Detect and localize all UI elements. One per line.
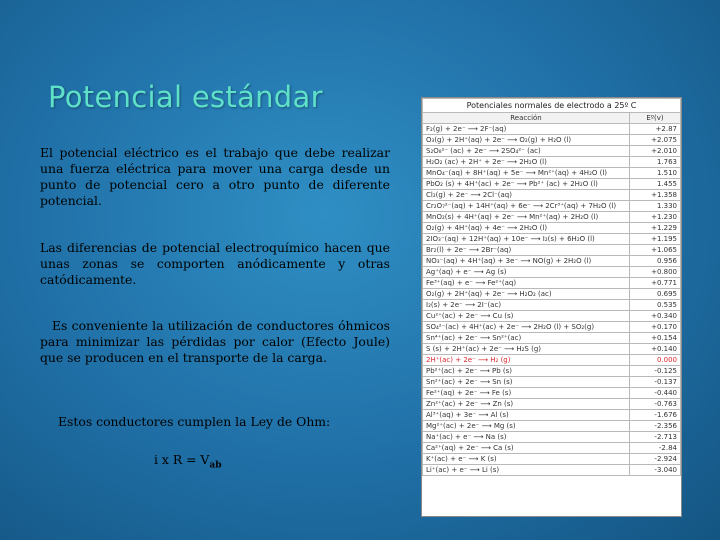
potential-cell: -3.040	[630, 465, 681, 476]
potential-cell: 0.000	[630, 355, 681, 366]
reaction-cell: Br₂(l) + 2e⁻ ⟶ 2Br⁻(aq)	[423, 245, 630, 256]
table-row	[423, 399, 681, 410]
potential-cell: +1.065	[630, 245, 681, 256]
reaction-cell: Cr₂O₇²⁻(aq) + 14H⁺(aq) + 6e⁻ ⟶ 2Cr³⁺(aq) + 7H₂O (l)	[423, 201, 630, 212]
table-row	[423, 377, 681, 388]
reaction-cell: NO₃⁻(aq) + 4H⁺(aq) + 3e⁻ ⟶ NO(g) + 2H₂O (l)	[423, 256, 630, 267]
reaction-cell: MnO₂(s) + 4H⁺(aq) + 2e⁻ ⟶ Mn²⁺(aq) + 2H₂O (l)	[423, 212, 630, 223]
table-row	[423, 465, 681, 476]
potentials-table	[422, 98, 681, 476]
reaction-cell: Cl₂(g) + 2e⁻ ⟶ 2Cl⁻(aq)	[423, 190, 630, 201]
reaction-cell: S₂O₈²⁻ (ac) + 2e⁻ ⟶ 2SO₄²⁻ (ac)	[423, 146, 630, 157]
reaction-cell: S (s) + 2H⁺(ac) + 2e⁻ ⟶ H₂S (g)	[423, 344, 630, 355]
potential-cell: +0.800	[630, 267, 681, 278]
table-row	[423, 157, 681, 168]
potential-cell: -2.713	[630, 432, 681, 443]
slide-title: Potencial estándar	[48, 80, 323, 114]
table-row	[423, 223, 681, 234]
potential-cell: +0.340	[630, 311, 681, 322]
reaction-cell: O₂(g) + 2H⁺(aq) + 2e⁻ ⟶ H₂O₂ (ac)	[423, 289, 630, 300]
reaction-cell: Mg²⁺(ac) + 2e⁻ ⟶ Mg (s)	[423, 421, 630, 432]
table-row	[423, 212, 681, 223]
table-caption: Potenciales normales de electrodo a 25º C	[423, 99, 681, 113]
reaction-cell: Na⁺(ac) + e⁻ ⟶ Na (s)	[423, 432, 630, 443]
header-potential: Eº(v)	[630, 113, 681, 124]
table-row	[423, 201, 681, 212]
table-row	[423, 300, 681, 311]
potential-cell: +1.230	[630, 212, 681, 223]
potential-cell: -2.356	[630, 421, 681, 432]
potential-cell: 0.956	[630, 256, 681, 267]
reaction-cell: Fe²⁺(aq) + 2e⁻ ⟶ Fe (s)	[423, 388, 630, 399]
potential-cell: -0.137	[630, 377, 681, 388]
electrode-potentials-table	[421, 97, 682, 517]
potential-cell: +1.229	[630, 223, 681, 234]
header-reaction: Reacción	[423, 113, 630, 124]
potential-cell: 1.510	[630, 168, 681, 179]
reaction-cell: Fe³⁺(aq) + e⁻ ⟶ Fe²⁺(aq)	[423, 278, 630, 289]
potential-cell: 0.695	[630, 289, 681, 300]
reaction-cell: PbO₂ (s) + 4H⁺(ac) + 2e⁻ ⟶ Pb²⁺ (ac) + 2H₂O (l)	[423, 179, 630, 190]
table-row	[423, 454, 681, 465]
table-row	[423, 410, 681, 421]
reaction-cell: MnO₄⁻(aq) + 8H⁺(aq) + 5e⁻ ⟶ Mn²⁺(aq) + 4H₂O (l)	[423, 168, 630, 179]
reaction-cell: 2H⁺(ac) + 2e⁻ ⟶ H₂ (g)	[423, 355, 630, 366]
table-row	[423, 355, 681, 366]
table-row	[423, 278, 681, 289]
table-row	[423, 388, 681, 399]
table-row	[423, 146, 681, 157]
reaction-cell: F₂(g) + 2e⁻ ⟶ 2F⁻(aq)	[423, 124, 630, 135]
potential-cell: +1.358	[630, 190, 681, 201]
table-row	[423, 322, 681, 333]
formula-main: i x R = V	[154, 452, 210, 467]
reaction-cell: O₃(g) + 2H⁺(aq) + 2e⁻ ⟶ O₂(g) + H₂O (l)	[423, 135, 630, 146]
reaction-cell: Al³⁺(aq) + 3e⁻ ⟶ Al (s)	[423, 410, 630, 421]
reaction-cell: Sn²⁺(ac) + 2e⁻ ⟶ Sn (s)	[423, 377, 630, 388]
reaction-cell: H₂O₂ (ac) + 2H⁺ + 2e⁻ ⟶ 2H₂O (l)	[423, 157, 630, 168]
reaction-cell: 2IO₃⁻(aq) + 12H⁺(aq) + 10e⁻ ⟶ I₂(s) + 6H₂O (l)	[423, 234, 630, 245]
reaction-cell: Zn²⁺(ac) + 2e⁻ ⟶ Zn (s)	[423, 399, 630, 410]
table-row	[423, 421, 681, 432]
potential-cell: 0.535	[630, 300, 681, 311]
potential-cell: -1.676	[630, 410, 681, 421]
reaction-cell: Ca²⁺(aq) + 2e⁻ ⟶ Ca (s)	[423, 443, 630, 454]
potential-cell: +2.87	[630, 124, 681, 135]
potential-cell: +0.771	[630, 278, 681, 289]
reaction-cell: Pb²⁺(ac) + 2e⁻ ⟶ Pb (s)	[423, 366, 630, 377]
table-row	[423, 432, 681, 443]
reaction-cell: K⁺(ac) + e⁻ ⟶ K (s)	[423, 454, 630, 465]
reaction-cell: SO₄²⁻(ac) + 4H⁺(ac) + 2e⁻ ⟶ 2H₂O (l) + SO₂(g)	[423, 322, 630, 333]
potential-cell: +2.010	[630, 146, 681, 157]
paragraph-ohm-law: Estos conductores cumplen la Ley de Ohm:	[58, 414, 331, 429]
potential-cell: -2.924	[630, 454, 681, 465]
table-row	[423, 168, 681, 179]
table-row	[423, 344, 681, 355]
ohm-law-formula	[154, 452, 222, 470]
potential-cell: 1.330	[630, 201, 681, 212]
paragraph-definition: El potencial eléctrico es el trabajo que debe realizar una fuerza eléctrica para mover una carga desde un punto de potencial cero a otro punto de diferente potencial.	[40, 145, 390, 208]
reaction-cell: I₂(s) + 2e⁻ ⟶ 2I⁻(ac)	[423, 300, 630, 311]
potential-cell: -2.84	[630, 443, 681, 454]
potential-cell: -0.125	[630, 366, 681, 377]
table-row	[423, 366, 681, 377]
reaction-cell: Ag⁺(aq) + e⁻ ⟶ Ag (s)	[423, 267, 630, 278]
table-row	[423, 190, 681, 201]
table-row	[423, 289, 681, 300]
reaction-cell: Cu²⁺(ac) + 2e⁻ ⟶ Cu (s)	[423, 311, 630, 322]
table-row	[423, 135, 681, 146]
table-row	[423, 124, 681, 135]
potential-cell: +1.195	[630, 234, 681, 245]
potential-cell: +0.140	[630, 344, 681, 355]
table-row	[423, 267, 681, 278]
table-row	[423, 179, 681, 190]
table-body	[423, 124, 681, 476]
table-row	[423, 245, 681, 256]
table-row	[423, 443, 681, 454]
potential-cell: +2.075	[630, 135, 681, 146]
reaction-cell: Li⁺(ac) + e⁻ ⟶ Li (s)	[423, 465, 630, 476]
table-row	[423, 234, 681, 245]
potential-cell: 1.763	[630, 157, 681, 168]
table-row	[423, 333, 681, 344]
potential-cell: +0.154	[630, 333, 681, 344]
paragraph-electrochemical: Las diferencias de potencial electroquímico hacen que unas zonas se comporten anódicamente y otras catódicamente.	[40, 240, 390, 287]
table-row	[423, 311, 681, 322]
potential-cell: -0.440	[630, 388, 681, 399]
paragraph-ohmic-conductors: Es conveniente la utilización de conductores óhmicos para minimizar las pérdidas por calor (Efecto Joule) que se producen en el transporte de la carga.	[40, 318, 390, 365]
formula-subscript: ab	[209, 460, 222, 471]
potential-cell: 1.455	[630, 179, 681, 190]
potential-cell: +0.170	[630, 322, 681, 333]
reaction-cell: Sn⁴⁺(ac) + 2e⁻ ⟶ Sn²⁺(ac)	[423, 333, 630, 344]
reaction-cell: O₂(g) + 4H⁺(aq) + 4e⁻ ⟶ 2H₂O (l)	[423, 223, 630, 234]
potential-cell: -0.763	[630, 399, 681, 410]
table-row	[423, 256, 681, 267]
